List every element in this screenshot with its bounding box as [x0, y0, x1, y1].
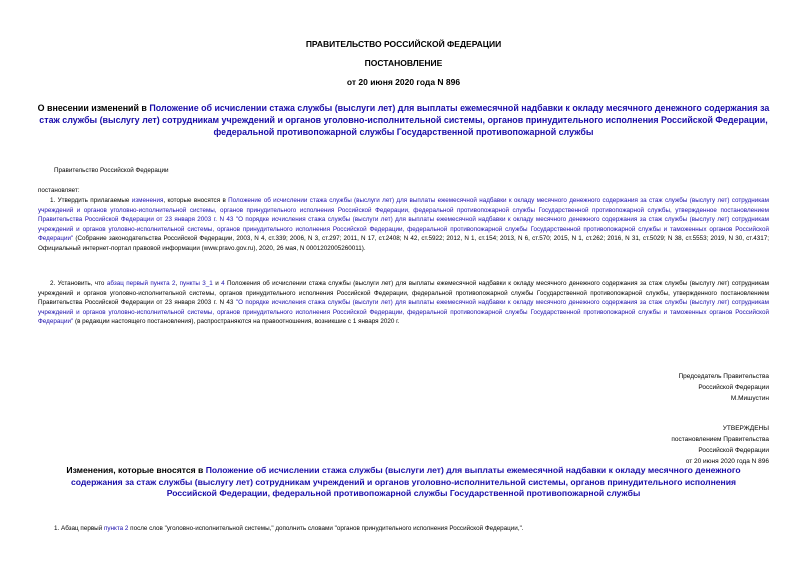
decree-43-link[interactable]: "О порядке исчисления стажа службы (выслуги лет) для выплаты ежемесячной надбавки к окладу месячного денежного содержания за стаж службы (выслугу лет) сотрудникам учреждений и органов уголовно-исполнительной системы, органов принудительного исполнения Российской Федерации, федеральной противопожарной службы Государственной противопожарной службы и таможенных органов Российской Федерации"	[38, 299, 769, 326]
issuer-text: Правительство Российской Федерации	[54, 167, 169, 174]
approval-block	[549, 423, 769, 467]
signature-name: М.Мишустин	[730, 395, 769, 402]
document-title-prefix: О внесении изменений в	[37, 103, 150, 113]
changes-title-prefix: Изменения, которые вносятся в	[66, 465, 206, 475]
p2-text-4: Положения об исчислении стажа службы (выслуги лет) для выплаты ежемесячной надбавки к окладу месячного денежного содержания за стаж службы (выслугу лет) сотрудникам учреждений и органов уголовно-исполнительной системы, органов принудительного исполнения Российской Федерации, федеральной противопожарной службы Государственной противопожарной службы, утвержденного постановлением Правительства Российской Федерации от 23 января 2003 г. N 43	[38, 280, 769, 307]
p1-text-2: , которые вносятся в	[163, 197, 229, 204]
org-heading: ПРАВИТЕЛЬСТВО РОССИЙСКОЙ ФЕДЕРАЦИИ	[305, 39, 502, 49]
changes-link[interactable]: изменения	[131, 197, 164, 204]
doc-type-heading: ПОСТАНОВЛЕНИЕ	[364, 58, 443, 68]
clause-2-link[interactable]: абзац первый пункта 2	[106, 280, 176, 287]
changes-title	[52, 465, 755, 500]
regulation-link-2[interactable]: Положение об исчислении стажа службы (выслуги лет) для выплаты ежемесячной надбавки к окладу месячного денежного содержания за стаж службы (выслугу лет) сотрудникам учреждений и органов уголовно-исполнительной системы, органов принудительного исполнения Российской Федерации, федеральной противопожарной службы Государственной противопожарной службы, утвержденное постановлением Правительства Российской Федерации от 23 января 2003 г. N 43 "О порядке исчисления стажа службы (выслуги лет) для выплаты ежемесячной надбавки к окладу месячного денежного содержания за стаж службы (выслугу лет) сотрудникам учреждений и органов уголовно-исполнительной системы, органов принудительного исполнения Российской Федерации, федеральной противопожарной службы Государственной противопожарной службы и таможенных органов Российской Федерации"	[38, 197, 769, 243]
p2-text-3: и	[212, 280, 222, 287]
paragraph-1	[38, 196, 769, 254]
doc-date-heading: от 20 июня 2020 года N 896	[346, 77, 461, 87]
p1-text-1: 1. Утвердить прилагаемые	[50, 197, 132, 204]
clause-4-link[interactable]: 4	[221, 280, 225, 287]
change-item-1	[54, 524, 524, 534]
regulation-link-3[interactable]: Положение об исчислении стажа службы (выслуги лет) для выплаты ежемесячной надбавки к окладу месячного денежного содержания за стаж службы (выслугу лет) сотрудникам учреждений и органов уголовно-исполнительной системы, органов принудительного исполнения Российской Федерации, федеральной противопожарной службы Государственной противопожарной службы	[70, 465, 741, 498]
p2-text-1: 2. Установить, что	[50, 280, 107, 287]
p2-text-5: (в редакции настоящего постановления), распространяются на правоотношения, возникшие с 1 января 2020 г.	[73, 318, 400, 326]
decree-text: постановляет:	[38, 187, 80, 194]
signature-position: Председатель Правительства	[678, 373, 769, 380]
change1-text-2: после слов "уголовно-исполнительной системы," дополнить словами "органов принудительного исполнения Российской Федерации,".	[128, 525, 524, 532]
clause-2-link-2[interactable]: пункта 2	[103, 525, 129, 532]
approval-date: от 20 июня 2020 года N 896	[685, 458, 769, 465]
p2-text-2: ,	[175, 280, 180, 287]
approval-country: Российской Федерации	[698, 447, 769, 454]
document-title	[30, 102, 777, 138]
paragraph-2	[38, 279, 769, 327]
change1-text-1: 1. Абзац первый	[54, 525, 104, 532]
clause-3-1-link[interactable]: пункты 3_1	[179, 280, 213, 287]
signature-block	[549, 371, 769, 404]
approval-by: постановлением Правительства	[671, 436, 769, 443]
regulation-link[interactable]: Положение об исчислении стажа службы (выслуги лет) для выплаты ежемесячной надбавки к окладу месячного денежного содержания за стаж службы (выслугу лет) сотрудникам учреждений и органов уголовно-исполнительной системы, органов принудительного исполнения Российской Федерации, федеральной противопожарной службы Государственной противопожарной службы	[39, 103, 770, 137]
signature-country: Российской Федерации	[698, 384, 769, 391]
approval-heading: УТВЕРЖДЕНЫ	[722, 425, 769, 432]
p1-text-3: (Собрание законодательства Российской Федерации, 2003, N 4, ст.339; 2006, N 3, ст.297; 2011, N 17, ст.2408; N 42, ст.5922; 2012, N 1, ст.154; 2013, N 6, ст.570; 2015, N 1, ст.262; 2016, N 31, ст.5029; N 38, ст.5553; 2019, N 30, ст.4317; Официальный интернет-портал правовой информации (www.pravo.gov.ru), 2020, 26 мая, N 0001202005260011).	[38, 235, 769, 252]
